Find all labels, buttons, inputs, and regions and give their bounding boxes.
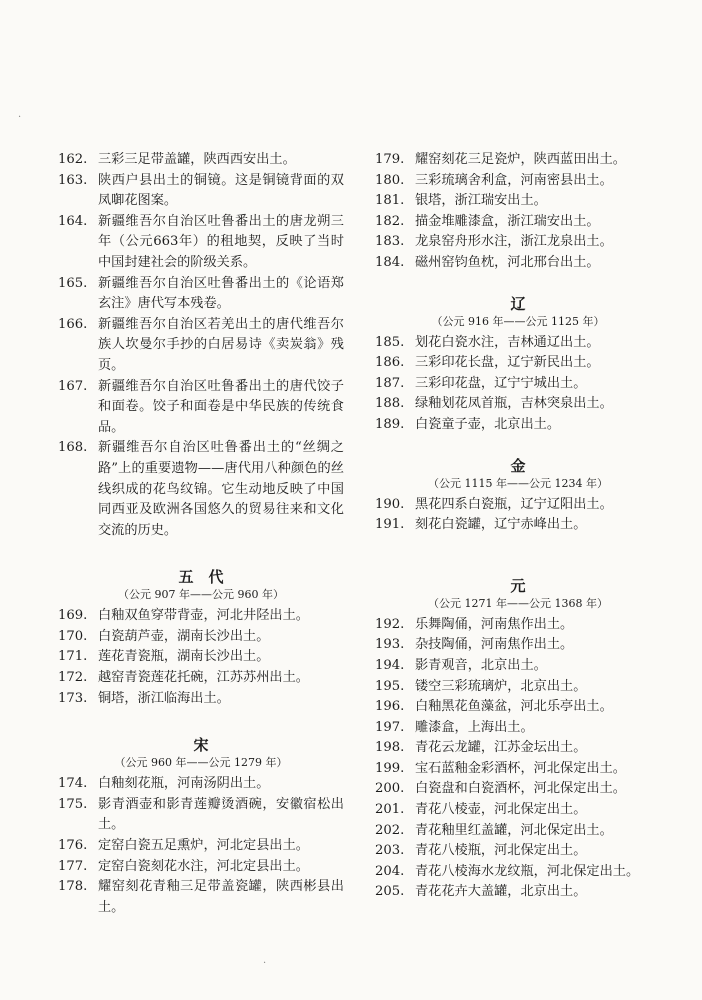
- entry-number: 165.: [58, 275, 88, 291]
- page-speck: ·: [18, 112, 22, 123]
- entry-text: 新疆维吾尔自治区吐鲁番出土的《论语郑玄注》唐代写本残卷。: [98, 275, 344, 312]
- entry-173: [58, 689, 344, 710]
- entry-text: 影青观音，北京出土。: [415, 657, 547, 673]
- entry-text: 刻花白瓷罐，辽宁赤峰出土。: [415, 517, 587, 533]
- entry-text: 青花釉里红盖罐，河北保定出土。: [415, 822, 613, 838]
- entry-text: 陕西户县出土的铜镜。这是铜镜背面的双凤啣花图案。: [98, 172, 344, 209]
- entries-yuan: [375, 615, 661, 903]
- entry-text: 青花八棱海水龙纹瓶，河北保定出土。: [415, 863, 640, 879]
- entry-text: 定窑白瓷五足熏炉，河北定县出土。: [98, 838, 309, 854]
- entry-text: 耀窑刻花三足瓷炉，陕西蓝田出土。: [415, 152, 626, 167]
- entry-number: 166.: [58, 316, 88, 332]
- entry-text: 青花云龙罐，江苏金坛出土。: [415, 740, 587, 756]
- entry-text: 白釉双鱼穿带背壶，河北井陉出土。: [98, 608, 309, 624]
- entry-text: 耀窑刻花青釉三足带盖瓷罐，陕西彬县出土。: [98, 879, 344, 915]
- entry-number: 198.: [375, 740, 405, 756]
- entry-number: 173.: [58, 690, 88, 706]
- entry-text: 越窑青瓷莲花托碗，江苏苏州出土。: [98, 670, 309, 686]
- entry-number: 199.: [375, 760, 405, 776]
- entry-165: [58, 274, 344, 315]
- entry-193: [375, 635, 661, 656]
- entry-text: 白釉刻花瓶，河南汤阴出土。: [98, 776, 270, 792]
- entry-number: 175.: [58, 796, 88, 812]
- entry-number: 164.: [58, 213, 88, 229]
- entry-number: 179.: [375, 152, 405, 167]
- entry-number: 162.: [58, 152, 88, 167]
- entry-text: 白瓷童子壶，北京出土。: [415, 416, 561, 432]
- entry-number: 197.: [375, 719, 405, 735]
- entry-number: 169.: [58, 608, 88, 624]
- entry-175: [58, 795, 344, 836]
- entry-167: [58, 377, 344, 439]
- entry-number: 202.: [375, 822, 405, 838]
- entry-text: 描金堆雕漆盒，浙江瑞安出土。: [415, 213, 600, 229]
- entry-text: 三彩三足带盖罐，陕西西安出土。: [98, 152, 296, 167]
- dynasty-title-liao: 辽: [510, 294, 526, 313]
- entry-text: 乐舞陶俑，河南焦作出土。: [415, 616, 574, 632]
- entry-text: 绿釉划花凤首瓶，吉林突泉出土。: [415, 396, 613, 412]
- entries-song: [58, 774, 344, 918]
- entry-text: 定窑白瓷刻花水注，河北定县出土。: [98, 858, 309, 874]
- entry-number: 200.: [375, 781, 405, 797]
- entry-189: [375, 415, 661, 436]
- entry-197: [375, 718, 661, 739]
- entry-number: 201.: [375, 802, 405, 818]
- entries-liao: [375, 333, 661, 436]
- entry-180: [375, 171, 661, 192]
- entry-text: 青花花卉大盖罐，北京出土。: [415, 884, 587, 900]
- entry-text: 白瓷葫芦壶，湖南长沙出土。: [98, 628, 270, 644]
- entry-195: [375, 677, 661, 698]
- entry-191: [375, 515, 661, 536]
- entry-number: 192.: [375, 616, 405, 632]
- entry-number: 172.: [58, 670, 88, 686]
- entry-203: [375, 841, 661, 862]
- page-speck: ·: [263, 958, 267, 969]
- entry-184: [375, 253, 661, 274]
- entry-text: 三彩印花盘，辽宁宁城出土。: [415, 375, 587, 391]
- entry-196: [375, 697, 661, 718]
- entry-text: 白釉黑花鱼藻盆，河北乐亭出土。: [415, 699, 613, 715]
- dynasty-title-yuan: 元: [510, 576, 526, 595]
- entry-201: [375, 800, 661, 821]
- entry-172: [58, 668, 344, 689]
- entry-text: 新疆维吾尔自治区吐鲁番出土的“丝绸之路”上的重要遗物——唐代用八种颜色的丝线织成的花鸟纹锦。它生动地反映了中国同西亚及欧洲各国悠久的贸易往来和文化交流的历史。: [98, 440, 344, 538]
- dynasty-title-jin: 金: [510, 456, 526, 475]
- entry-number: 163.: [58, 172, 88, 188]
- entry-number: 183.: [375, 234, 405, 250]
- entry-number: 168.: [58, 440, 88, 456]
- entry-number: 178.: [58, 879, 88, 895]
- entry-number: 184.: [375, 254, 405, 270]
- entry-text: 宝石蓝釉金彩酒杯，河北保定出土。: [415, 760, 626, 776]
- entry-205: [375, 882, 661, 903]
- entry-187: [375, 374, 661, 395]
- entry-166: [58, 315, 344, 377]
- entry-text: 黑花四系白瓷瓶，辽宁辽阳出土。: [415, 496, 613, 512]
- dynasty-range-song: （公元 960 年——公元 1279 年）: [114, 756, 288, 770]
- dynasty-range-jin: （公元 1115 年——公元 1234 年）: [428, 476, 608, 490]
- entry-number: 171.: [58, 649, 88, 665]
- entry-text: 磁州窑钧鱼枕，河北邢台出土。: [415, 254, 600, 270]
- entry-text: 莲花青瓷瓶，湖南长沙出土。: [98, 649, 270, 665]
- dynasty-range-liao: （公元 916 年——公元 1125 年）: [431, 314, 605, 328]
- entry-171: [58, 647, 344, 668]
- entry-number: 194.: [375, 657, 405, 673]
- entry-number: 196.: [375, 699, 405, 715]
- entry-number: 176.: [58, 838, 88, 854]
- entry-177: [58, 857, 344, 878]
- entry-text: 杂技陶俑，河南焦作出土。: [415, 637, 574, 653]
- entry-text: 银塔，浙江瑞安出土。: [415, 193, 547, 209]
- entry-text: 新疆维吾尔自治区吐鲁番出土的唐龙朔三年（公元663年）的租地契，反映了当时中国封建社会的阶级关系。: [98, 213, 344, 270]
- dynasty-range-yuan: （公元 1271 年——公元 1368 年）: [428, 596, 608, 610]
- entry-text: 镂空三彩琉璃炉，北京出土。: [415, 678, 587, 694]
- entry-199: [375, 759, 661, 780]
- entry-163: [58, 171, 344, 212]
- entry-162: [58, 150, 344, 171]
- entry-192: [375, 615, 661, 636]
- entry-178: [58, 877, 344, 918]
- entry-188: [375, 394, 661, 415]
- entry-number: 195.: [375, 678, 405, 694]
- entry-number: 186.: [375, 355, 405, 371]
- entry-204: [375, 862, 661, 883]
- entry-text: 青花八棱瓶，河北保定出土。: [415, 843, 587, 859]
- right-column: [375, 150, 661, 903]
- entry-number: 182.: [375, 213, 405, 229]
- entry-text: 影青酒壶和影青莲瓣烫酒碗，安徽宿松出土。: [98, 796, 344, 833]
- entry-number: 187.: [375, 375, 405, 391]
- entry-text: 新疆维吾尔自治区若羌出土的唐代维吾尔族人坎曼尔手抄的白居易诗《卖炭翁》残页。: [98, 316, 344, 373]
- entries-song-continued: [375, 150, 661, 274]
- entry-number: 167.: [58, 378, 88, 394]
- entry-number: 191.: [375, 517, 405, 533]
- dynasty-title-wudai: 五 代: [178, 568, 224, 587]
- entry-text: 白瓷盘和白瓷酒杯，河北保定出土。: [415, 781, 626, 797]
- entry-174: [58, 774, 344, 795]
- entry-number: 174.: [58, 776, 88, 792]
- entry-number: 188.: [375, 396, 405, 412]
- entry-194: [375, 656, 661, 677]
- entry-number: 190.: [375, 496, 405, 512]
- dynasty-title-song: 宋: [193, 736, 209, 755]
- entry-169: [58, 606, 344, 627]
- entry-170: [58, 627, 344, 648]
- entry-number: 180.: [375, 172, 405, 188]
- entry-number: 177.: [58, 858, 88, 874]
- entry-183: [375, 232, 661, 253]
- entry-186: [375, 353, 661, 374]
- entry-text: 铜塔，浙江临海出土。: [98, 690, 230, 706]
- entry-number: 170.: [58, 628, 88, 644]
- entries-wudai: [58, 606, 344, 709]
- entry-202: [375, 821, 661, 842]
- entry-181: [375, 191, 661, 212]
- left-column: [58, 150, 344, 918]
- entry-200: [375, 779, 661, 800]
- entry-number: 189.: [375, 416, 405, 432]
- entries-tang: [58, 150, 344, 541]
- entry-number: 203.: [375, 843, 405, 859]
- entry-number: 181.: [375, 193, 405, 209]
- entry-185: [375, 333, 661, 354]
- entry-176: [58, 836, 344, 857]
- dynasty-range-wudai: （公元 907 年——公元 960 年）: [118, 588, 284, 602]
- entry-text: 划花白瓷水注，吉林通辽出土。: [415, 334, 600, 350]
- entry-179: [375, 150, 661, 171]
- entry-text: 青花八棱壶，河北保定出土。: [415, 802, 587, 818]
- entry-198: [375, 738, 661, 759]
- entry-number: 205.: [375, 884, 405, 900]
- entries-jin: [375, 495, 661, 536]
- entry-number: 204.: [375, 863, 405, 879]
- entry-164: [58, 212, 344, 274]
- entry-number: 193.: [375, 637, 405, 653]
- entry-number: 185.: [375, 334, 405, 350]
- entry-text: 龙泉窑舟形水注，浙江龙泉出土。: [415, 234, 613, 250]
- entry-text: 新疆维吾尔自治区吐鲁番出土的唐代饺子和面卷。饺子和面卷是中华民族的传统食品。: [98, 378, 344, 435]
- entry-190: [375, 495, 661, 516]
- entry-168: [58, 438, 344, 541]
- entry-text: 三彩印花长盘，辽宁新民出土。: [415, 355, 600, 371]
- entry-182: [375, 212, 661, 233]
- entry-text: 雕漆盒，上海出土。: [415, 719, 534, 735]
- entry-text: 三彩琉璃舍利盒，河南密县出土。: [415, 172, 613, 188]
